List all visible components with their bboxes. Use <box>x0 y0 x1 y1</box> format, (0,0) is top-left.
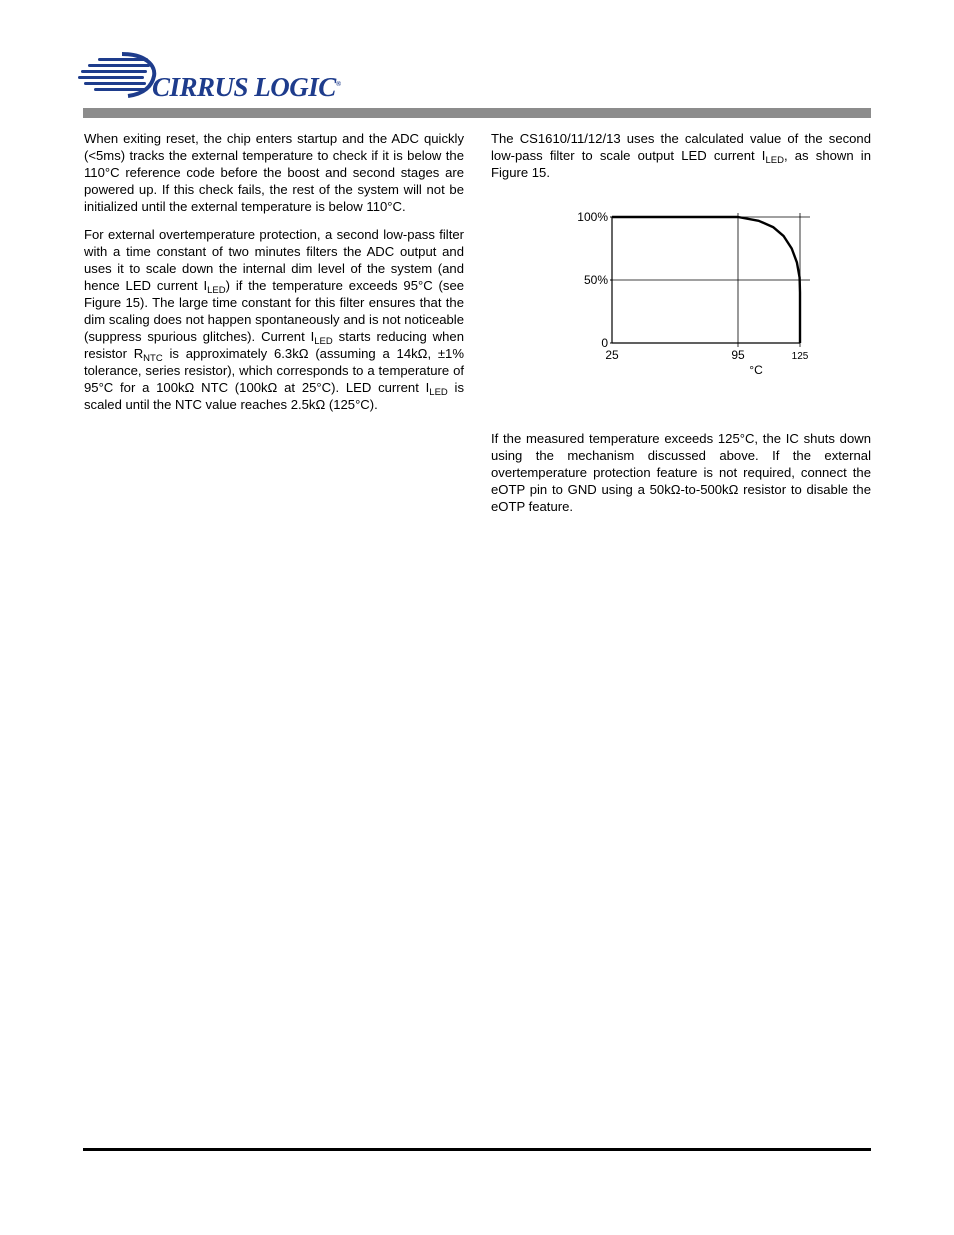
y-tick-label: 100% <box>577 210 608 224</box>
x-axis-label: °C <box>749 363 763 377</box>
header-bar <box>83 108 871 118</box>
y-tick-labels <box>577 210 612 350</box>
x-tick-label: 125 <box>791 351 809 362</box>
x-tick-label: 25 <box>605 348 619 362</box>
paragraph-startup: When exiting reset, the chip enters startup and the ADC quickly (<5ms) tracks the external temperature to check if it is below the 110°C reference code before the boost and second stages are powered up. If this check fails, the rest of the system will not be initialized until the external temperature is below 110°C. <box>84 131 464 214</box>
x-tick-labels <box>605 348 808 362</box>
right-column <box>491 130 871 192</box>
left-column <box>84 130 464 424</box>
y-tick-label: 50% <box>583 273 608 287</box>
x-tick-label: 95 <box>731 348 745 362</box>
paragraph-overtemp: For external overtemperature protection, a second low-pass filter with a time constant of two minutes filters the ADC output and uses it to scale down the internal dim level of the system (and hence LED current $I_{LED}$) if the temperature exceeds 95°C (see Figure 15). The large time constant for this filter ensures that the dim scaling does not happen spontaneously and is not noticeable (suppress spurious glitches). Current $I_{LED}$ starts reducing when resistor $R_{NTC}$ is approximately 6.3kΩ (assuming a 14kΩ, ±1% tolerance, series resistor), which corresponds to a temperature of 95°C for a 100kΩ NTC (100kΩ at 25°C). LED current $I_{LED}$ is scaled until the NTC value reaches 2.5kΩ (125°C). <box>84 227 465 412</box>
footer-rule <box>83 1148 871 1151</box>
paragraph-shutdown: If the measured temperature exceeds 125°C, the IC shuts down using the mechanism discussed above. If the external overtemperature protection feature is not required, connect the eOTP pin to GND using a 50kΩ-to-500kΩ resistor to disable the eOTP feature. <box>491 431 871 514</box>
y-tick-label: 0 <box>601 336 608 350</box>
dim-scaling-chart <box>560 205 820 380</box>
logo-wordmark: CIRRUS LOGIC® <box>152 72 341 102</box>
paragraph-scaling: The CS1610/11/12/13 uses the calculated value of the second low-pass filter to scale output LED current $I_{LED}$, as shown in Figure 15. <box>491 131 871 180</box>
